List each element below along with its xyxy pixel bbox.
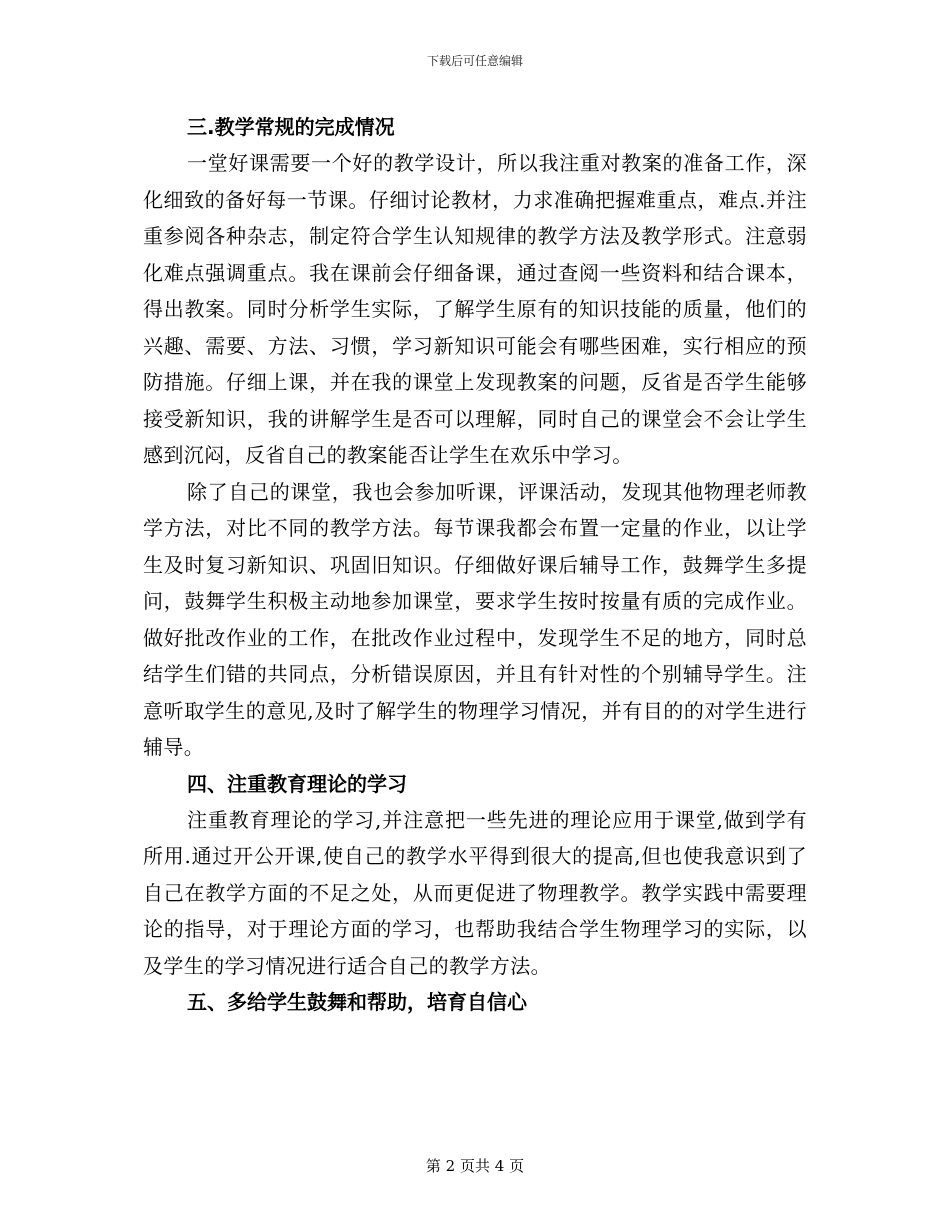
section-heading-3: 三.教学常规的完成情况 bbox=[187, 115, 395, 139]
section-heading-5: 五、多给学生鼓舞和帮助，培育自信心 bbox=[187, 990, 527, 1014]
document-body bbox=[143, 109, 807, 1020]
page-header: 下载后可任意编辑 bbox=[426, 54, 523, 68]
section-heading-4: 四、注重教育理论的学习 bbox=[187, 771, 407, 796]
paragraph: 除了自己的课堂，我也会参加听课，评课活动，发现其他物理老师教学方法，对比不同的教学方法。每节课我都会布置一定量的作业，以让学生及时复习新知识、巩固旧知识。仔细做好课后辅导工作，鼓舞学生多提问，鼓舞学生积极主动地参加课堂，要求学生按时按量有质的完成作业。做好批改作业的工作，在批改作业过程中，发现学生不足的地方，同时总结学生们错的共同点，分析错误原因，并且有针对性的个别辅导学生。注意听取学生的意见,及时了解学生的物理学习情况，并有目的的对学生进行辅导。 bbox=[143, 479, 807, 759]
page-number-footer: 第 2 页共 4 页 bbox=[425, 1157, 525, 1175]
paragraph: 注重教育理论的学习,并注意把一些先进的理论应用于课堂,做到学有所用.通过开公开课,使自己的教学水平得到很大的提高,但也使我意识到了自己在教学方面的不足之处，从而更促进了物理教学。教学实践中需要理论的指导，对于理论方面的学习，也帮助我结合学生物理学习的实际，以及学生的学习情况进行适合自己的教学方法。 bbox=[143, 807, 807, 978]
paragraph: 一堂好课需要一个好的教学设计，所以我注重对教案的准备工作，深化细致的备好每一节课。仔细讨论教材，力求准确把握难重点，难点.并注重参阅各种杂志，制定符合学生认知规律的教学方法及教学形式。注意弱化难点强调重点。我在课前会仔细备课，通过查阅一些资料和结合课本，得出教案。同时分析学生实际，了解学生原有的知识技能的质量，他们的兴趣、需要、方法、习惯，学习新知识可能会有哪些困难，实行相应的预防措施。仔细上课，并在我的课堂上发现教案的问题，反省是否学生能够接受新知识，我的讲解学生是否可以理解，同时自己的课堂会不会让学生感到沉闷，反省自己的教案能否让学生在欢乐中学习。 bbox=[143, 151, 807, 467]
